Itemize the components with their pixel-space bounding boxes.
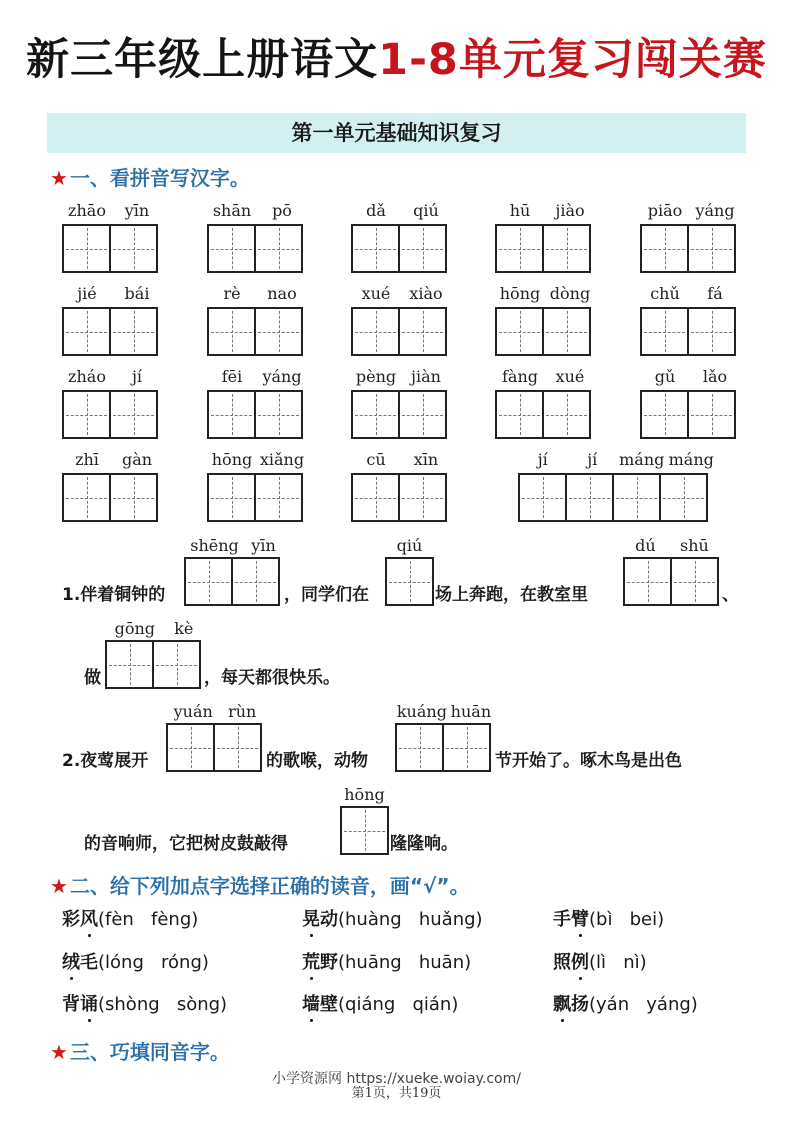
writing-boxes[interactable] bbox=[207, 224, 303, 273]
reading-choice[interactable] bbox=[553, 948, 647, 974]
pinyin-item bbox=[62, 201, 162, 275]
pinyin-item bbox=[640, 201, 740, 275]
pinyin-item bbox=[495, 201, 595, 275]
writing-boxes[interactable] bbox=[518, 473, 708, 522]
emphasis-dot-icon bbox=[579, 934, 582, 937]
writing-box[interactable] bbox=[340, 806, 389, 855]
reading-choice[interactable] bbox=[62, 905, 198, 931]
dotted-word: 晃动 bbox=[302, 909, 338, 930]
star-icon: ★ bbox=[50, 1040, 68, 1064]
dotted-word: 彩风 bbox=[62, 909, 98, 930]
pinyin-item bbox=[351, 201, 451, 275]
writing-boxes[interactable] bbox=[207, 307, 303, 356]
writing-boxes[interactable] bbox=[640, 224, 736, 273]
writing-boxes[interactable] bbox=[62, 473, 158, 522]
pinyin-label: yuán rùn bbox=[173, 702, 257, 721]
pinyin-label: cū xīn bbox=[366, 450, 439, 469]
pinyin-item bbox=[640, 367, 740, 441]
writing-boxes[interactable] bbox=[351, 473, 447, 522]
pinyin-item bbox=[62, 284, 162, 358]
pinyin-label: fàng xué bbox=[501, 367, 585, 386]
writing-boxes[interactable] bbox=[207, 390, 303, 439]
writing-boxes[interactable] bbox=[640, 390, 736, 439]
pinyin-label: zhāo yīn bbox=[68, 201, 150, 220]
pinyin-item bbox=[495, 284, 595, 358]
page-title bbox=[0, 26, 793, 87]
writing-boxes[interactable] bbox=[351, 307, 447, 356]
pinyin-options[interactable]: (fèn fèng) bbox=[98, 909, 199, 930]
reading-choice[interactable] bbox=[62, 990, 227, 1016]
pinyin-options[interactable]: (lì nì) bbox=[589, 952, 647, 973]
title-part-black: 新三年级上册语文 bbox=[26, 35, 379, 85]
reading-choice[interactable] bbox=[553, 905, 664, 931]
reading-choice[interactable] bbox=[302, 948, 471, 974]
writing-boxes[interactable] bbox=[351, 390, 447, 439]
dotted-word: 手臂 bbox=[553, 909, 589, 930]
dotted-word: 绒毛 bbox=[62, 952, 98, 973]
writing-boxes[interactable] bbox=[105, 640, 201, 689]
writing-boxes[interactable] bbox=[495, 307, 591, 356]
reading-choice[interactable] bbox=[302, 905, 483, 931]
writing-boxes[interactable] bbox=[395, 723, 491, 772]
sentence-text: 做 bbox=[84, 668, 101, 688]
writing-boxes[interactable] bbox=[62, 390, 158, 439]
pinyin-label: rè nao bbox=[223, 284, 297, 303]
pinyin-label: hōng xiǎng bbox=[211, 450, 305, 469]
emphasis-dot-icon bbox=[579, 977, 582, 980]
reading-choice[interactable] bbox=[62, 948, 209, 974]
section1-heading-text: 一、看拼音写汉字。 bbox=[69, 166, 250, 190]
emphasis-dot-icon bbox=[310, 934, 313, 937]
pinyin-label: piāo yáng bbox=[647, 201, 735, 220]
pinyin-label: zháo jí bbox=[68, 367, 143, 386]
pinyin-label: hōng dòng bbox=[499, 284, 591, 303]
reading-choice[interactable] bbox=[302, 990, 458, 1016]
emphasis-dot-icon bbox=[561, 1019, 564, 1022]
pinyin-item bbox=[640, 284, 740, 358]
emphasis-dot-icon bbox=[70, 977, 73, 980]
writing-box[interactable] bbox=[385, 557, 434, 606]
writing-boxes[interactable] bbox=[623, 557, 719, 606]
section2-heading bbox=[50, 870, 470, 899]
emphasis-dot-icon bbox=[88, 1019, 91, 1022]
title-part-red: 1-8单元复习闯关赛 bbox=[378, 35, 767, 85]
sentence-text: 隆隆响。 bbox=[390, 834, 458, 854]
pinyin-label: gǔ lǎo bbox=[654, 367, 728, 386]
pinyin-label: qiú bbox=[396, 536, 423, 555]
dotted-word: 照例 bbox=[553, 952, 589, 973]
pinyin-label: jí jí máng máng bbox=[537, 450, 714, 469]
sentence-text: 2.夜莺展开 bbox=[62, 751, 149, 771]
section3-heading-text: 三、巧填同音字。 bbox=[69, 1040, 230, 1064]
pinyin-label: hōng bbox=[344, 785, 385, 804]
dotted-word: 飘扬 bbox=[553, 994, 589, 1015]
footer-page-number: 第1页，共19页 bbox=[351, 1086, 442, 1101]
pinyin-options[interactable]: (bì bei) bbox=[589, 909, 665, 930]
writing-boxes[interactable] bbox=[207, 473, 303, 522]
writing-boxes[interactable] bbox=[495, 390, 591, 439]
section1-heading bbox=[50, 162, 250, 191]
reading-choice[interactable] bbox=[553, 990, 698, 1016]
sentence-text: 、 bbox=[722, 585, 739, 605]
writing-boxes[interactable] bbox=[351, 224, 447, 273]
sentence-text: ，同学们在 bbox=[284, 585, 369, 605]
emphasis-dot-icon bbox=[88, 934, 91, 937]
writing-boxes[interactable] bbox=[184, 557, 280, 606]
sentence-text: ，每天都很快乐。 bbox=[204, 668, 340, 688]
pinyin-options[interactable]: (shòng sòng) bbox=[98, 994, 228, 1015]
pinyin-item bbox=[518, 450, 716, 524]
writing-boxes[interactable] bbox=[166, 723, 262, 772]
emphasis-dot-icon bbox=[310, 1019, 313, 1022]
pinyin-label: hū jiào bbox=[509, 201, 585, 220]
pinyin-options[interactable]: (yán yáng) bbox=[589, 994, 698, 1015]
sentence-text: 节开始了。啄木鸟是出色 bbox=[495, 751, 682, 771]
dotted-word: 墙壁 bbox=[302, 994, 338, 1015]
pinyin-item bbox=[207, 450, 307, 524]
pinyin-label: shān pō bbox=[212, 201, 292, 220]
pinyin-label: chǔ fá bbox=[650, 284, 723, 303]
pinyin-item bbox=[351, 450, 451, 524]
section3-heading bbox=[50, 1036, 230, 1065]
pinyin-label: dú shū bbox=[635, 536, 709, 555]
pinyin-label: kuáng huān bbox=[396, 702, 492, 721]
pinyin-item bbox=[62, 367, 162, 441]
star-icon: ★ bbox=[50, 166, 68, 190]
sentence-text: 的歌喉，动物 bbox=[266, 751, 368, 771]
writing-boxes[interactable] bbox=[62, 224, 158, 273]
pinyin-label: dǎ qiú bbox=[366, 201, 439, 220]
pinyin-label: gōng kè bbox=[114, 619, 194, 638]
pinyin-label: jié bái bbox=[77, 284, 150, 303]
pinyin-item bbox=[62, 450, 162, 524]
pinyin-item bbox=[207, 201, 307, 275]
pinyin-label: fēi yáng bbox=[221, 367, 302, 386]
writing-boxes[interactable] bbox=[495, 224, 591, 273]
dotted-word: 背诵 bbox=[62, 994, 98, 1015]
emphasis-dot-icon bbox=[310, 977, 313, 980]
pinyin-options[interactable]: (qiáng qián) bbox=[338, 994, 459, 1015]
pinyin-label: shēng yīn bbox=[190, 536, 276, 555]
writing-boxes[interactable] bbox=[640, 307, 736, 356]
pinyin-item bbox=[207, 367, 307, 441]
sentence-text: 场上奔跑，在教室里 bbox=[435, 585, 588, 605]
dotted-word: 荒野 bbox=[302, 952, 338, 973]
pinyin-item bbox=[207, 284, 307, 358]
pinyin-options[interactable]: (huàng huǎng) bbox=[338, 909, 483, 930]
unit-banner: 第一单元基础知识复习 bbox=[47, 113, 746, 153]
pinyin-item bbox=[495, 367, 595, 441]
writing-boxes[interactable] bbox=[62, 307, 158, 356]
star-icon: ★ bbox=[50, 874, 68, 898]
pinyin-options[interactable]: (lóng róng) bbox=[98, 952, 209, 973]
sentence-text: 的音响师，它把树皮鼓敲得 bbox=[84, 834, 288, 854]
pinyin-options[interactable]: (huāng huān) bbox=[338, 952, 472, 973]
pinyin-label: zhī gàn bbox=[75, 450, 153, 469]
sentence-text: 1.伴着铜钟的 bbox=[62, 585, 166, 605]
section2-heading-text: 二、给下列加点字选择正确的读音，画“√”。 bbox=[69, 874, 470, 898]
footer-site: 小学资源网 https://xueke.woiay.com/ bbox=[272, 1071, 521, 1087]
pinyin-label: xué xiào bbox=[361, 284, 443, 303]
pinyin-item bbox=[351, 284, 451, 358]
pinyin-label: pèng jiàn bbox=[355, 367, 441, 386]
pinyin-item bbox=[351, 367, 451, 441]
